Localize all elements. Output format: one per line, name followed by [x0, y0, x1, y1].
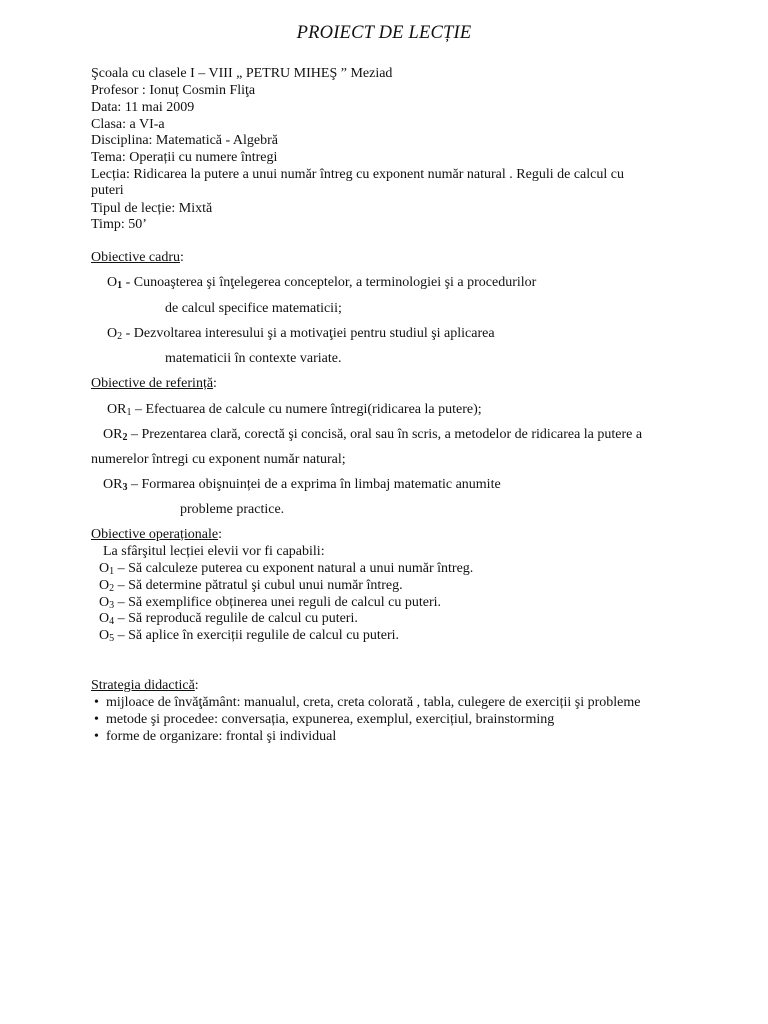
- objective-label: O: [99, 611, 110, 626]
- strategy-item-text: forme de organizare: frontal şi individual: [106, 729, 337, 744]
- framework-heading: [91, 249, 184, 266]
- strategy-item: [94, 728, 336, 745]
- bullet-icon: •: [94, 729, 99, 744]
- framework-heading-text: Obiective cadru: [91, 250, 181, 265]
- reference-heading: [91, 375, 217, 392]
- objective-text: – Să reproducă regulile de calcul cu puteri.: [114, 611, 358, 626]
- strategy-item-text: mijloace de învăţământ: manualul, creta, creta colorată , tabla, culegere de exerciții şi probleme: [106, 695, 641, 710]
- strategy-heading: [91, 677, 199, 694]
- discipline-line: Disciplina: Matematică - Algebră: [91, 133, 278, 148]
- teacher-line: Profesor : Ionuț Cosmin Fliţa: [91, 83, 256, 98]
- reference-objective-2: [103, 426, 642, 443]
- page-title: PROIECT DE LECȚIE: [296, 23, 472, 43]
- objective-index: 2: [109, 583, 115, 594]
- objective-index: 2: [122, 432, 128, 443]
- operational-objective-3: [99, 594, 441, 611]
- lesson-type-line: Tipul de lecție: Mixtă: [91, 201, 213, 216]
- theme-line: Tema: Operații cu numere întregi: [91, 150, 278, 165]
- reference-objective-1: [107, 401, 482, 418]
- objective-label: O: [99, 628, 110, 643]
- objective-label: OR: [103, 427, 123, 442]
- objective-index: 2: [117, 331, 123, 342]
- reference-objective-3: [103, 476, 501, 493]
- operational-objective-2: [99, 577, 403, 594]
- operational-heading: [91, 526, 222, 543]
- operational-heading-text: Obiective operaționale: [91, 527, 219, 542]
- objective-text: – Să calculeze puterea cu exponent natural a unui număr întreg.: [114, 561, 474, 576]
- objective-text: - Dezvoltarea interesului şi a motivaţiei pentru studiul şi aplicarea: [122, 326, 495, 341]
- strategy-item: [94, 694, 640, 711]
- strategy-heading-colon: :: [194, 678, 199, 693]
- operational-heading-colon: :: [218, 527, 222, 542]
- reference-objective-2-continued: numerelor întregi cu exponent număr natural;: [91, 452, 346, 467]
- objective-index: 3: [109, 600, 115, 611]
- time-line: Timp: 50’: [91, 217, 147, 232]
- strategy-item: [94, 711, 554, 728]
- framework-heading-colon: :: [180, 250, 184, 265]
- strategy-heading-text: Strategia didactică: [91, 678, 195, 693]
- bullet-icon: •: [94, 695, 99, 710]
- school-line: Şcoala cu clasele I – VIII „ PETRU MIHEŞ ” Meziad: [91, 66, 393, 81]
- objective-text: – Prezentarea clară, corectă şi concisă, oral sau în scris, a metodelor de ridicarea la putere a: [127, 427, 643, 442]
- objective-label: O: [107, 326, 118, 341]
- reference-objective-3-continued: probleme practice.: [180, 502, 285, 517]
- framework-objective-1: [107, 274, 536, 291]
- objective-text: – Formarea obişnuinței de a exprima în limbaj matematic anumite: [127, 477, 501, 492]
- framework-objective-2-continued: matematicii în contexte variate.: [165, 351, 342, 366]
- objective-label: OR: [103, 477, 123, 492]
- bullet-icon: •: [94, 712, 99, 727]
- objective-index: 5: [109, 633, 115, 644]
- objective-label: O: [107, 275, 118, 290]
- objective-text: – Să determine pătratul şi cubul unui număr întreg.: [114, 578, 403, 593]
- objective-label: O: [99, 578, 110, 593]
- objective-text: - Cunoaşterea şi înţelegerea conceptelor, a terminologiei şi a procedurilor: [122, 275, 537, 290]
- reference-heading-colon: :: [213, 376, 217, 391]
- lesson-line: Lecția: Ridicarea la putere a unui număr întreg cu exponent număr natural . Reguli de calcul cu: [91, 167, 624, 182]
- objective-text: – Să exemplifice obținerea unei reguli de calcul cu puteri.: [114, 595, 442, 610]
- reference-heading-text: Obiective de referință: [91, 376, 214, 391]
- objective-text: – Să aplice în exerciții regulile de calcul cu puteri.: [114, 628, 400, 643]
- strategy-item-text: metode şi procedee: conversația, expunerea, exemplul, exercițiul, brainstorming: [106, 712, 555, 727]
- objective-label: OR: [107, 402, 127, 417]
- objective-index: 1: [117, 280, 123, 291]
- objective-label: O: [99, 595, 110, 610]
- operational-objective-5: [99, 627, 399, 644]
- objective-index: 1: [109, 566, 115, 577]
- objective-index: 4: [109, 616, 115, 627]
- framework-objective-1-continued: de calcul specifice matematicii;: [165, 301, 342, 316]
- objective-label: O: [99, 561, 110, 576]
- operational-objective-4: [99, 610, 358, 627]
- lesson-line-continued: puteri: [91, 183, 124, 198]
- class-line: Clasa: a VI-a: [91, 117, 165, 132]
- objective-index: 3: [122, 482, 128, 493]
- objective-index: 1: [126, 407, 132, 418]
- date-line: Data: 11 mai 2009: [91, 100, 195, 115]
- operational-objective-1: [99, 560, 473, 577]
- objective-text: – Efectuarea de calcule cu numere întregi(ridicarea la putere);: [131, 402, 482, 417]
- framework-objective-2: [107, 325, 495, 342]
- operational-intro: La sfârşitul lecției elevii vor fi capabili:: [103, 544, 325, 559]
